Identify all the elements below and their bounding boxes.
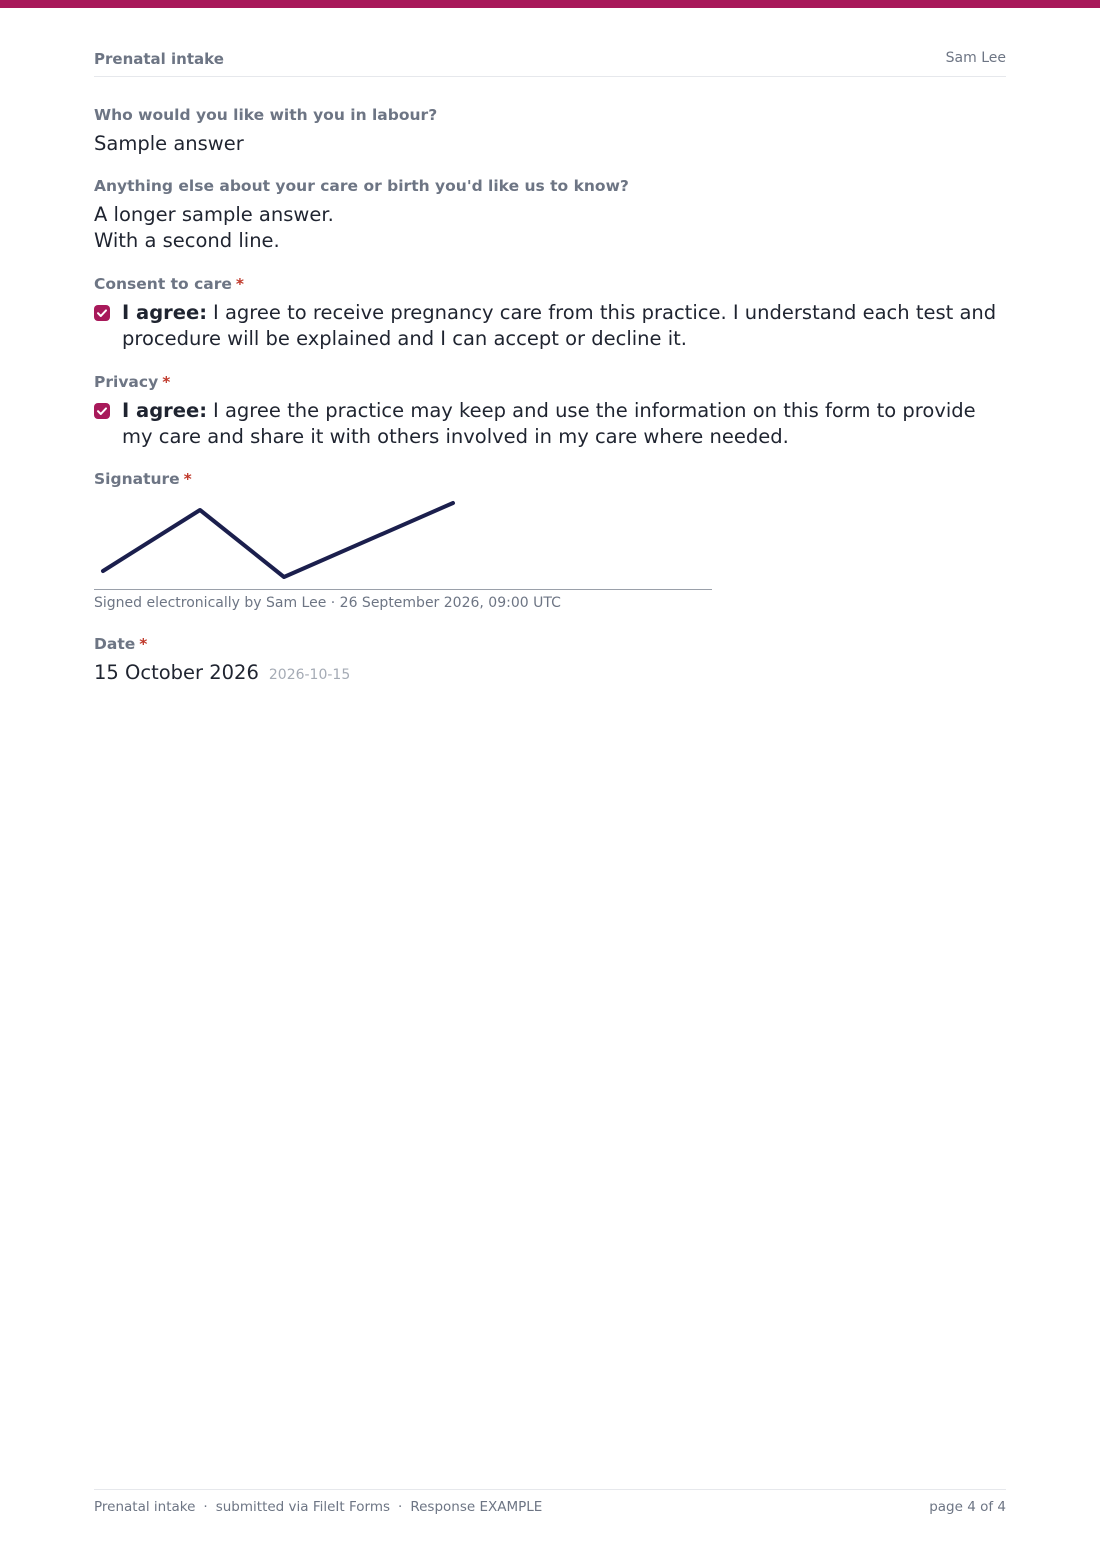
required-marker: * <box>162 373 171 391</box>
respondent-name: Sam Lee <box>945 50 1006 66</box>
question-label <box>94 634 1006 654</box>
field-consent-to-care <box>94 274 1006 352</box>
field-companions <box>94 105 1006 157</box>
signature-image <box>94 493 712 589</box>
question-label: Anything else about your care or birth you'd like us to know? <box>94 177 629 195</box>
page-header <box>94 48 1006 77</box>
question-label-text: Signature <box>94 470 180 488</box>
required-marker: * <box>139 635 148 653</box>
date-answer <box>94 660 1006 688</box>
footer-response-id: Response EXAMPLE <box>410 1499 543 1515</box>
answer-text: Sample answer <box>94 132 244 155</box>
question-label: Who would you like with you in labour? <box>94 106 438 124</box>
signature-meta: Signed electronically by Sam Lee · 26 September 2026, 09:00 UTC <box>94 595 561 611</box>
answer-text <box>94 202 1006 254</box>
footer-separator: · <box>398 1499 403 1515</box>
required-marker: * <box>235 275 245 293</box>
field-signature <box>94 469 1006 611</box>
signature-pad <box>94 493 712 590</box>
date-value: 15 October 2026 <box>94 661 259 684</box>
field-anything-else <box>94 176 1006 254</box>
checkbox-checked-icon[interactable] <box>94 403 110 419</box>
footer-separator: · <box>203 1499 208 1515</box>
footer-submitted-via: submitted via FileIt Forms <box>215 1499 391 1515</box>
answer-line: A longer sample answer. <box>94 203 334 226</box>
page-footer <box>94 1489 1006 1520</box>
agree-label: I agree: <box>122 301 208 324</box>
footer-form-name: Prenatal intake <box>94 1499 196 1515</box>
required-marker: * <box>183 470 192 488</box>
question-label-text: Privacy <box>94 373 159 391</box>
field-privacy <box>94 372 1006 450</box>
consent-checkbox-row[interactable] <box>94 300 1006 352</box>
question-label <box>94 372 1006 392</box>
consent-text: I agree to receive pregnancy care from this practice. I understand each test and procedure will be explained and I can accept or decline it. <box>122 301 997 350</box>
form-title: Prenatal intake <box>94 50 224 68</box>
answer-line: With a second line. <box>94 229 280 252</box>
question-label <box>94 274 1006 294</box>
question-label <box>94 469 1006 489</box>
footer-info <box>94 1499 542 1515</box>
checkbox-checked-icon[interactable] <box>94 305 110 321</box>
agree-label: I agree: <box>122 399 208 422</box>
date-iso-value: 2026-10-15 <box>268 667 351 683</box>
accent-bar <box>0 0 1100 8</box>
question-label-text: Date <box>94 635 136 653</box>
privacy-text: I agree the practice may keep and use the information on this form to provide my care and share it with others involved in my care where needed. <box>122 399 976 448</box>
field-date <box>94 634 1006 688</box>
question-label-text: Consent to care <box>94 275 232 293</box>
privacy-checkbox-row[interactable] <box>94 398 1006 450</box>
page-number: page 4 of 4 <box>929 1499 1006 1515</box>
